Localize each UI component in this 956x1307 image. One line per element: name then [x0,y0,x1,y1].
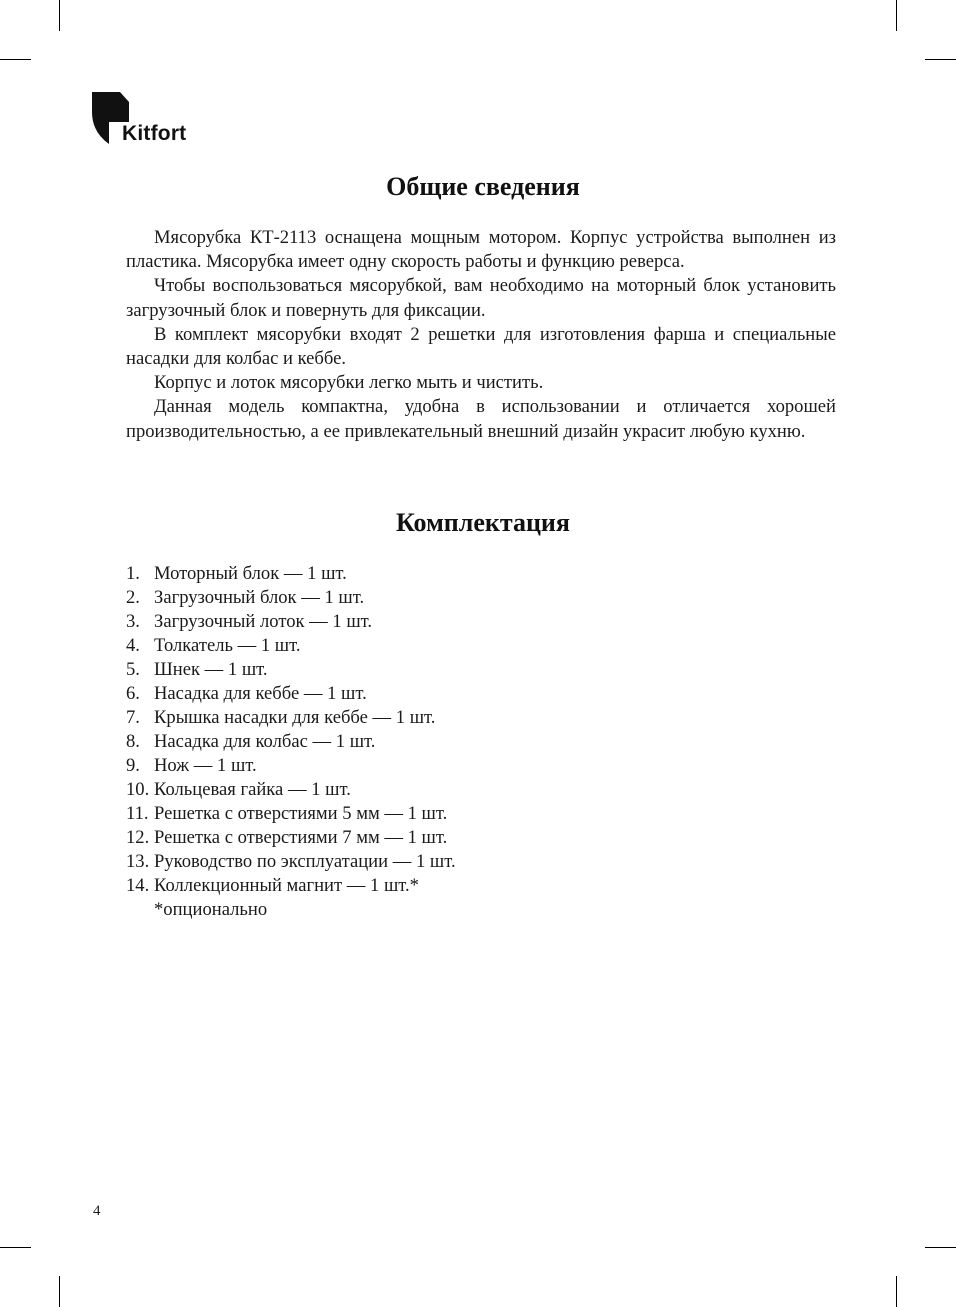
list-item [126,730,726,754]
list-item [126,706,726,730]
list-item [126,802,726,826]
item-number: 13. [126,851,150,872]
paragraph: Чтобы воспользоваться мясорубкой, вам необходимо на моторный блок установить загрузочный блок и повернуть для фиксации. [126,275,836,321]
list-item [126,682,726,706]
crop-mark [0,1247,31,1248]
item-text: Загрузочный блок — 1 шт. [154,587,365,608]
item-text: Моторный блок — 1 шт. [154,563,347,584]
item-number: 11. [126,803,149,824]
item-text: Руководство по эксплуатации — 1 шт. [154,851,456,872]
list-item [126,634,726,658]
list-item [126,778,726,802]
item-text: Кольцевая гайка — 1 шт. [154,779,351,800]
item-number: 8. [126,731,140,752]
list-item [126,826,726,850]
crop-mark [925,1247,956,1248]
list-item [126,754,726,778]
list-item [126,874,726,898]
item-number: 9. [126,755,140,776]
item-number: 2. [126,587,140,608]
item-number: 14. [126,875,150,896]
crop-mark [59,0,60,31]
brand-name: Kitfort [122,122,187,145]
item-number: 1. [126,563,140,584]
paragraph: Данная модель компактна, удобна в использовании и отличается хорошей производительностью, а ее привлекательный внешний дизайн украсит любую кухню. [126,396,836,442]
crop-mark [925,59,956,60]
crop-mark [896,1276,897,1307]
list-item [126,658,726,682]
item-text: Загрузочный лоток — 1 шт. [154,611,373,632]
item-number: 10. [126,779,150,800]
item-number: 12. [126,827,150,848]
item-number: 7. [126,707,140,728]
general-title: Общие сведения [386,172,580,201]
crop-mark [59,1276,60,1307]
item-text: Насадка для кеббе — 1 шт. [154,683,367,704]
crop-mark [0,59,31,60]
item-text: Коллекционный магнит — 1 шт.* [154,875,419,896]
paragraph: Корпус и лоток мясорубки легко мыть и чистить. [154,372,544,394]
brand-logo [92,92,202,148]
item-text: Толкатель — 1 шт. [154,635,301,656]
item-text: Шнек — 1 шт. [154,659,268,680]
paragraph: В комплект мясорубки входят 2 решетки для изготовления фарша и специальные насадки для колбас и кеббе. [126,323,836,370]
footnote: *опционально [154,899,268,920]
item-number: 4. [126,635,140,656]
crop-mark [896,0,897,31]
page-number: 4 [93,1203,101,1219]
item-text: Решетка с отверстиями 7 мм — 1 шт. [154,827,448,848]
item-text: Насадка для колбас — 1 шт. [154,731,376,752]
item-number: 3. [126,611,140,632]
item-number: 5. [126,659,140,680]
item-number: 6. [126,683,140,704]
list-item [126,610,726,634]
item-text: Крышка насадки для кеббе — 1 шт. [154,707,436,728]
general-text [126,226,836,444]
list-item [126,586,726,610]
kit-title: Комплектация [396,508,570,537]
item-text: Решетка с отверстиями 5 мм — 1 шт. [154,803,448,824]
list-item [126,850,726,874]
list-item [126,562,726,586]
paragraph: Мясорубка КТ-2113 оснащена мощным мотором. Корпус устройства выполнен из пластика. Мясорубка имеет одну скорость работы и функцию реверса. [126,227,836,273]
kit-list [126,562,726,898]
item-text: Нож — 1 шт. [154,755,257,776]
